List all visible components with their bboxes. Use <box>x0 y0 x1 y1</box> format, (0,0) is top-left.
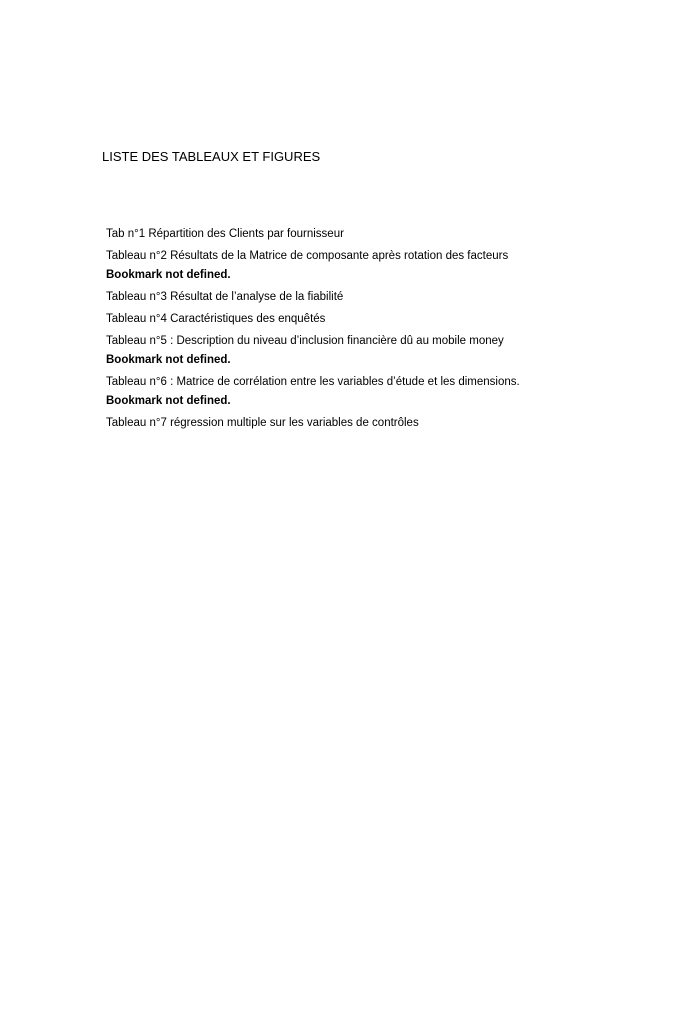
bookmark-error: Bookmark not defined. <box>106 395 231 407</box>
toc-entry-text: Tableau n°3 Résultat de l’analyse de la fiabilité <box>106 291 344 303</box>
toc-entry-text: Tableau n°6 : Matrice de corrélation entre les variables d’étude et les dimensions. <box>106 376 520 388</box>
toc-entry-1[interactable] <box>106 225 666 244</box>
toc-entry-text: Tableau n°7 régression multiple sur les variables de contrôles <box>106 417 419 429</box>
toc-entry-2[interactable] <box>106 247 666 285</box>
toc-entry-5[interactable] <box>106 332 666 370</box>
toc-entry-text: Tableau n°5 : Description du niveau d’inclusion financière dû au mobile money <box>106 335 504 347</box>
bookmark-error: Bookmark not defined. <box>106 354 231 366</box>
toc-entry-text: Tableau n°4 Caractéristiques des enquêtés <box>106 313 326 325</box>
toc-entry-6[interactable] <box>106 373 666 411</box>
toc-entry-3[interactable] <box>106 288 666 307</box>
toc-entry-text: Tableau n°2 Résultats de la Matrice de composante après rotation des facteurs <box>106 250 509 262</box>
table-of-contents <box>106 225 666 436</box>
bookmark-error: Bookmark not defined. <box>106 269 231 281</box>
toc-entry-7[interactable] <box>106 414 666 433</box>
toc-entry-text: Tab n°1 Répartition des Clients par fournisseur <box>106 228 344 240</box>
list-heading: LISTE DES TABLEAUX ET FIGURES <box>102 149 321 164</box>
toc-entry-4[interactable] <box>106 310 666 329</box>
